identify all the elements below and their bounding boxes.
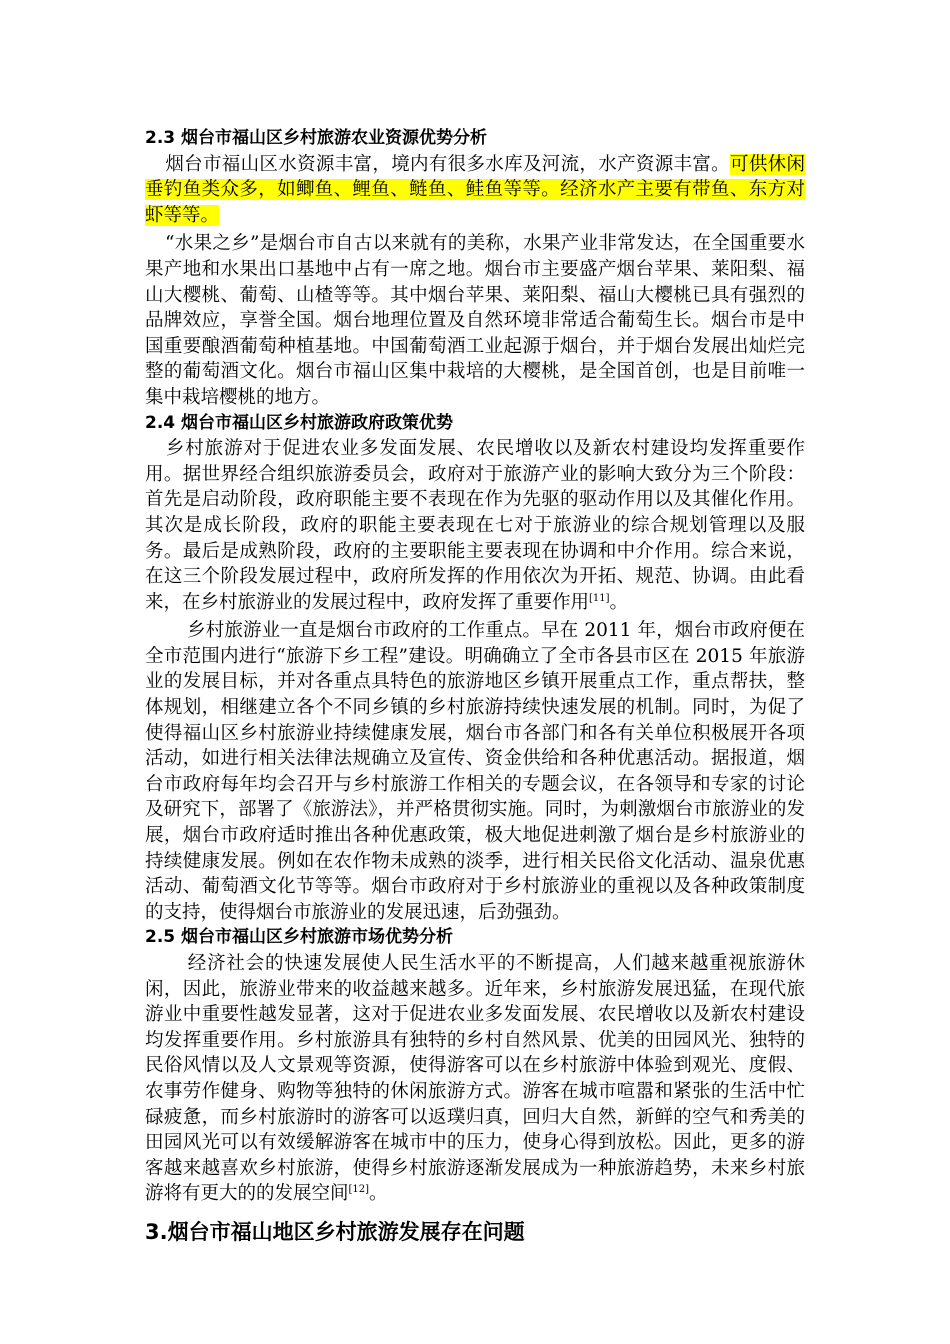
paragraph-tail: 。: [609, 591, 629, 613]
document-page: [145, 126, 805, 1247]
paragraph-government-policy: [145, 618, 805, 925]
section-heading-2-5: 2.5 烟台市福山区乡村旅游市场优势分析: [145, 927, 454, 948]
paragraph-text: 经济社会的快速发展使人民生活水平的不断提高，人们越来越重视旅游休闲，因此，旅游业带来的收益越来越多。近年来，乡村旅游发展迅猛，在现代旅游业中重要性越发显著，这对于促进农业多发面发展、农民增收以及新农村建设均发挥重要作用。乡村旅游具有独特的乡村自然风景、优美的田园风光、独特的民俗风情以及人文景观等资源，使得游客可以在乡村旅游中体验到观光、度假、农事劳作健身、购物等独特的休闲旅游方式。游客在城市喧嚣和紧张的生活中忙碌疲惫，而乡村旅游时的游客可以返璞归真，回归大自然，新鲜的空气和秀美的田园风光可以有效缓解游客在城市中的压力，使身心得到放松。因此，更多的游客越来越喜欢乡村旅游，使得乡村旅游逐渐发展成为一种旅游趋势，未来乡村旅游将有更大的的发展空间: [145, 953, 805, 1205]
citation-ref: [12]: [348, 1184, 370, 1196]
paragraph-government-role: [145, 436, 805, 615]
paragraph-text: 乡村旅游业一直是烟台市政府的工作重点。早在 2011 年，烟台市政府便在全市范围内进行“旅游下乡工程”建设。明确确立了全市各县市区在 2015 年旅游业的发展目标，并对各重点具特色的旅游地区乡镇开展重点工作，重点帮扶，整体规划，相继建立各个不同乡镇的乡村旅游持续快速发展的机制。同时，为促了使得福山区乡村旅游业持续健康发展，烟台市各部门和各有关单位积极展开各项活动，如进行相关法律法规确立及宣传、资金供给和各种优惠活动。据报道，烟台市政府每年均会召开与乡村旅游工作相关的专题会议，在各领导和专家的讨论及研究下，部署了《旅游法》，并严格贯彻实施。同时，为刺激烟台市旅游业的发展，烟台市政府适时推出各种优惠政策，极大地促进刺激了烟台是乡村旅游业的持续健康发展。例如在农作物未成熟的淡季，进行相关民俗文化活动、温泉优惠活动、葡萄酒文化节等等。烟台市政府对于乡村旅游业的重视以及各种政策制度的支持，使得烟台市旅游业的发展迅速，后劲强劲。: [145, 620, 805, 923]
paragraph-text: 烟台市福山区水资源丰富，境内有很多水库及河流，水产资源丰富。: [165, 153, 731, 175]
paragraph-text: “水果之乡”是烟台市自古以来就有的美称，水果产业非常发达，在全国重要水果产地和水果出口基地中占有一席之地。烟台市主要盛产烟台苹果、莱阳梨、福山大樱桃、葡萄、山楂等等。其中烟台苹果、莱阳梨、福山大樱桃已具有强烈的品牌效应，享誉全国。烟台地理位置及自然环境非常适合葡萄生长。烟台市是中国重要酿酒葡萄种植基地。中国葡萄酒工业起源于烟台，并于烟台发展出灿烂完整的葡萄酒文化。烟台市福山区集中栽培的大樱桃，是全国首创，也是目前唯一集中栽培樱桃的地方。: [145, 233, 805, 408]
section-heading-2-4: 2.4 烟台市福山区乡村旅游政府政策优势: [145, 412, 454, 433]
chapter-heading-3: 3.烟台市福山地区乡村旅游发展存在问题: [145, 1219, 525, 1244]
paragraph-fruit-hometown: [145, 231, 805, 410]
highlighted-text: 可供休闲垂钓鱼类众多，如鲫鱼、鲤鱼、鲢鱼、鲑鱼等等。经济水产主要有带鱼、东方对虾等等。: [145, 153, 805, 226]
paragraph-text: 乡村旅游对于促进农业多发面发展、农民增收以及新农村建设均发挥重要作用。据世界经合组织旅游委员会，政府对于旅游产业的影响大致分为三个阶段：首先是启动阶段，政府职能主要不表现在作为先驱的驱动作用以及其催化作用。其次是成长阶段，政府的职能主要表现在七对于旅游业的综合规划管理以及服务。最后是成熟阶段，政府的主要职能主要表现在协调和中介作用。综合来说，在这三个阶段发展过程中，政府所发挥的作用依次为开拓、规范、协调。由此看来，在乡村旅游业的发展过程中，政府发挥了重要作用: [145, 438, 805, 613]
citation-ref: [11]: [589, 592, 610, 604]
paragraph-market-advantage: [145, 951, 805, 1207]
paragraph-tail: 。: [369, 1183, 388, 1205]
section-heading-2-3: 2.3 烟台市福山区乡村旅游农业资源优势分析: [145, 128, 488, 148]
paragraph-water-resources: [145, 152, 805, 229]
